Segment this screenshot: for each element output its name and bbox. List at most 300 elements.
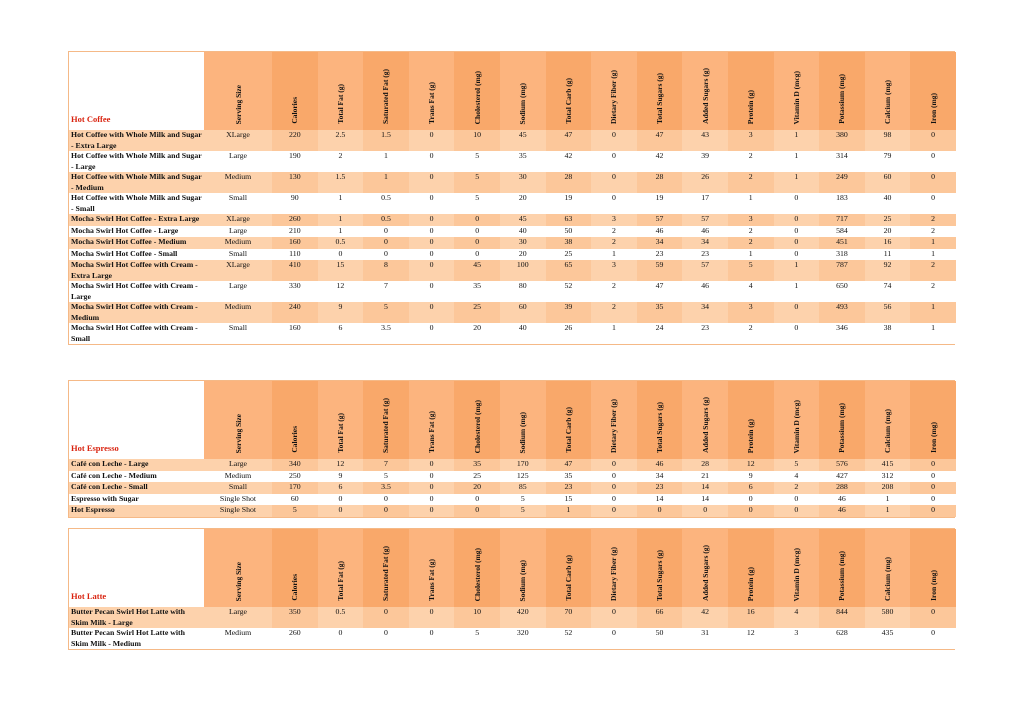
nutrient-value: 0	[910, 151, 956, 172]
nutrient-value: 12	[318, 281, 364, 302]
nutrient-value: Small	[204, 249, 272, 261]
item-name: Hot Espresso	[69, 505, 204, 517]
nutrient-value: 0	[774, 302, 820, 323]
item-name: Espresso with Sugar	[69, 494, 204, 506]
column-header	[728, 529, 774, 607]
nutrition-table	[69, 529, 956, 649]
nutrient-value: 0	[409, 302, 455, 323]
nutrient-value: 0	[454, 249, 500, 261]
nutrient-value: 50	[637, 628, 683, 649]
nutrient-value: 260	[272, 214, 318, 226]
nutrient-value: 0	[910, 172, 956, 193]
column-header	[591, 52, 637, 130]
column-header	[910, 529, 956, 607]
nutrient-value: 0	[637, 505, 683, 517]
column-header	[204, 52, 272, 130]
column-header	[204, 381, 272, 459]
column-header	[272, 529, 318, 607]
nutrient-value: 57	[682, 260, 728, 281]
item-name: Butter Pecan Swirl Hot Latte with Skim Milk - Medium	[69, 628, 204, 649]
nutrient-value: 25	[454, 302, 500, 323]
column-header-label: Added Sugars (g)	[700, 545, 710, 601]
nutrient-value: 0	[318, 505, 364, 517]
nutrient-value: 0	[774, 193, 820, 214]
nutrient-value: Single Shot	[204, 494, 272, 506]
column-header-label: Total Sugars (g)	[655, 73, 665, 124]
nutrient-value: 16	[865, 237, 911, 249]
table-row	[69, 628, 956, 649]
nutrient-value: 5	[363, 302, 409, 323]
nutrient-value: 34	[682, 237, 728, 249]
section-title: Hot Coffee	[69, 52, 204, 130]
nutrient-value: 0	[728, 494, 774, 506]
column-header-label: Saturated Fat (g)	[381, 546, 391, 601]
nutrient-value: 23	[682, 323, 728, 344]
nutrient-value: 35	[500, 151, 546, 172]
column-header-label: Total Carb (g)	[563, 555, 573, 601]
item-name: Mocha Swirl Hot Coffee - Small	[69, 249, 204, 261]
column-header	[454, 529, 500, 607]
nutrient-value: 1	[363, 172, 409, 193]
column-header	[865, 52, 911, 130]
column-header-label: Trans Fat (g)	[427, 82, 437, 124]
nutrient-value: 1	[774, 151, 820, 172]
nutrient-value: 0	[454, 237, 500, 249]
nutrient-value: 3.5	[363, 323, 409, 344]
nutrient-value: 312	[865, 471, 911, 483]
nutrient-value: 39	[546, 302, 592, 323]
nutrient-value: 23	[637, 249, 683, 261]
column-header-label: Total Carb (g)	[563, 407, 573, 453]
nutrient-value: 20	[865, 226, 911, 238]
nutrient-value: 0	[409, 281, 455, 302]
column-header-label: Protein (g)	[746, 566, 756, 601]
nutrient-value: 1	[728, 193, 774, 214]
column-header	[409, 52, 455, 130]
column-header-label: Dietary Fiber (g)	[609, 69, 619, 124]
nutrient-value: 79	[865, 151, 911, 172]
nutrient-value: 1	[865, 494, 911, 506]
table-row	[69, 302, 956, 323]
nutrient-value: 2	[910, 281, 956, 302]
nutrient-value: 34	[637, 471, 683, 483]
nutrient-value: Medium	[204, 172, 272, 193]
nutrient-value: 9	[318, 302, 364, 323]
nutrient-value: Medium	[204, 628, 272, 649]
column-header	[637, 529, 683, 607]
nutrient-value: 628	[819, 628, 865, 649]
column-header-label: Added Sugars (g)	[700, 397, 710, 453]
nutrient-value: 2	[318, 151, 364, 172]
nutrient-value: 0	[591, 193, 637, 214]
nutrient-value: 1	[318, 226, 364, 238]
column-header-label: Dietary Fiber (g)	[609, 546, 619, 601]
nutrient-value: 16	[728, 607, 774, 628]
nutrient-value: 0	[409, 482, 455, 494]
nutrient-value: 4	[774, 607, 820, 628]
nutrient-value: 0	[409, 151, 455, 172]
column-header-label: Total Fat (g)	[335, 84, 345, 124]
nutrient-value: 0	[591, 505, 637, 517]
nutrient-value: 650	[819, 281, 865, 302]
nutrient-value: 1	[318, 193, 364, 214]
nutrient-value: 787	[819, 260, 865, 281]
nutrient-value: 23	[637, 482, 683, 494]
item-name: Butter Pecan Swirl Hot Latte with Skim Milk - Large	[69, 607, 204, 628]
nutrient-value: 66	[637, 607, 683, 628]
nutrient-value: 170	[272, 482, 318, 494]
table-row	[69, 281, 956, 302]
column-header-label: Potassium (mg)	[837, 403, 847, 453]
nutrient-value: 74	[865, 281, 911, 302]
nutrient-value: 0	[682, 505, 728, 517]
nutrient-value: 0	[774, 249, 820, 261]
nutrient-value: 1	[591, 323, 637, 344]
column-header	[774, 381, 820, 459]
nutrient-value: 85	[500, 482, 546, 494]
nutrient-value: XLarge	[204, 130, 272, 151]
nutrient-value: 3	[728, 302, 774, 323]
nutrient-value: 5	[454, 172, 500, 193]
column-header	[500, 52, 546, 130]
item-name: Mocha Swirl Hot Coffee - Medium	[69, 237, 204, 249]
nutrient-value: 260	[272, 628, 318, 649]
nutrient-value: 35	[637, 302, 683, 323]
nutrient-value: 57	[682, 214, 728, 226]
nutrient-value: 2	[910, 260, 956, 281]
nutrient-value: Large	[204, 151, 272, 172]
header-row	[69, 381, 956, 459]
nutrient-value: 0	[409, 323, 455, 344]
column-header-label: Sodium (mg)	[518, 411, 528, 453]
table-row	[69, 193, 956, 214]
nutrient-value: Large	[204, 607, 272, 628]
nutrient-value: 0	[318, 628, 364, 649]
nutrient-value: 39	[682, 151, 728, 172]
nutrient-value: 0	[774, 505, 820, 517]
nutrient-value: 1.5	[318, 172, 364, 193]
item-name: Hot Coffee with Whole Milk and Sugar - Medium	[69, 172, 204, 193]
column-header-label: Saturated Fat (g)	[381, 398, 391, 453]
column-header-label: Iron (mg)	[928, 570, 938, 601]
nutrient-value: 38	[865, 323, 911, 344]
nutrient-value: Medium	[204, 237, 272, 249]
column-header-label: Cholesterol (mg)	[472, 547, 482, 601]
nutrient-value: 0	[910, 505, 956, 517]
column-header	[500, 529, 546, 607]
nutrient-value: 427	[819, 471, 865, 483]
column-header	[363, 381, 409, 459]
nutrient-value: 50	[546, 226, 592, 238]
column-header-label: Total Fat (g)	[335, 561, 345, 601]
nutrient-value: 47	[637, 130, 683, 151]
nutrient-value: 1	[363, 151, 409, 172]
nutrient-value: 56	[865, 302, 911, 323]
nutrient-value: Small	[204, 323, 272, 344]
nutrient-value: 21	[682, 471, 728, 483]
nutrient-value: 2	[910, 214, 956, 226]
nutrient-value: 14	[682, 494, 728, 506]
nutrient-value: 45	[454, 260, 500, 281]
item-name: Hot Coffee with Whole Milk and Sugar - Extra Large	[69, 130, 204, 151]
nutrient-value: 5	[500, 494, 546, 506]
nutrient-value: 11	[865, 249, 911, 261]
table-row	[69, 260, 956, 281]
column-header-label: Calories	[290, 97, 300, 124]
nutrient-value: Small	[204, 193, 272, 214]
nutrient-value: 38	[546, 237, 592, 249]
column-header	[546, 52, 592, 130]
nutrient-value: 0	[409, 607, 455, 628]
nutrient-value: 410	[272, 260, 318, 281]
nutrient-value: 2.5	[318, 130, 364, 151]
nutrient-value: 45	[500, 214, 546, 226]
nutrient-value: 12	[728, 459, 774, 471]
nutrient-value: 90	[272, 193, 318, 214]
column-header	[272, 52, 318, 130]
nutrient-value: 28	[637, 172, 683, 193]
nutrient-value: 1	[546, 505, 592, 517]
nutrient-value: 1	[728, 249, 774, 261]
column-header-label: Calcium (mg)	[883, 409, 893, 453]
nutrient-value: 0	[591, 494, 637, 506]
nutrient-value: 35	[546, 471, 592, 483]
nutrient-value: 451	[819, 237, 865, 249]
column-header	[819, 529, 865, 607]
column-header	[819, 381, 865, 459]
nutrient-value: 5	[454, 151, 500, 172]
nutrient-value: 717	[819, 214, 865, 226]
nutrient-value: 28	[682, 459, 728, 471]
nutrient-value: 340	[272, 459, 318, 471]
column-header	[204, 529, 272, 607]
nutrient-value: 580	[865, 607, 911, 628]
nutrient-value: 34	[682, 302, 728, 323]
nutrient-value: 0	[409, 628, 455, 649]
nutrient-value: 0	[318, 494, 364, 506]
nutrient-value: 0	[409, 130, 455, 151]
item-name: Café con Leche - Small	[69, 482, 204, 494]
column-header	[454, 381, 500, 459]
nutrient-value: 3.5	[363, 482, 409, 494]
column-header	[363, 52, 409, 130]
nutrient-value: 0.5	[318, 237, 364, 249]
nutrition-table	[69, 381, 956, 517]
nutrient-value: 2	[728, 226, 774, 238]
nutrient-value: 47	[546, 459, 592, 471]
nutrient-value: 318	[819, 249, 865, 261]
nutrient-value: 20	[500, 193, 546, 214]
column-header-label: Calcium (mg)	[883, 80, 893, 124]
nutrient-value: 0	[774, 214, 820, 226]
nutrient-value: 584	[819, 226, 865, 238]
nutrient-value: 0	[591, 172, 637, 193]
nutrient-value: 0	[363, 607, 409, 628]
column-header	[546, 381, 592, 459]
nutrient-value: 0	[409, 249, 455, 261]
column-header-label: Cholesterol (mg)	[472, 70, 482, 124]
column-header-label: Added Sugars (g)	[700, 68, 710, 124]
column-header	[409, 381, 455, 459]
nutrient-value: 52	[546, 628, 592, 649]
nutrient-value: 2	[591, 237, 637, 249]
nutrient-value: 1	[774, 130, 820, 151]
column-header-label: Trans Fat (g)	[427, 559, 437, 601]
table-row	[69, 172, 956, 193]
nutrient-value: 0	[910, 130, 956, 151]
nutrient-value: 0	[409, 214, 455, 226]
nutrient-value: 130	[272, 172, 318, 193]
nutrient-value: 1	[910, 323, 956, 344]
nutrient-value: 0	[409, 226, 455, 238]
column-header	[546, 529, 592, 607]
column-header-label: Calcium (mg)	[883, 557, 893, 601]
nutrient-value: 60	[500, 302, 546, 323]
nutrient-value: 46	[682, 281, 728, 302]
nutrient-value: 0	[363, 505, 409, 517]
nutrient-value: 30	[500, 237, 546, 249]
nutrient-value: 0	[363, 249, 409, 261]
nutrient-value: 576	[819, 459, 865, 471]
item-name: Mocha Swirl Hot Coffee - Large	[69, 226, 204, 238]
column-header-label: Total Carb (g)	[563, 78, 573, 124]
nutrient-value: 330	[272, 281, 318, 302]
nutrient-value: 0	[409, 260, 455, 281]
nutrient-value: Large	[204, 459, 272, 471]
column-header-label: Serving Size	[233, 413, 243, 453]
column-header	[591, 381, 637, 459]
nutrient-value: 0	[363, 628, 409, 649]
column-header	[865, 381, 911, 459]
table-row	[69, 226, 956, 238]
column-header-label: Iron (mg)	[928, 422, 938, 453]
nutrient-value: Medium	[204, 471, 272, 483]
table-row	[69, 323, 956, 344]
nutrient-value: 10	[454, 607, 500, 628]
nutrient-value: 0	[409, 505, 455, 517]
nutrient-value: 65	[546, 260, 592, 281]
nutrient-value: 46	[819, 505, 865, 517]
nutrient-value: 844	[819, 607, 865, 628]
nutrient-value: 0	[591, 130, 637, 151]
nutrient-value: 46	[637, 226, 683, 238]
nutrient-value: 183	[819, 193, 865, 214]
nutrient-value: 0	[910, 607, 956, 628]
column-header	[454, 52, 500, 130]
nutrient-value: 46	[682, 226, 728, 238]
nutrient-value: 45	[500, 130, 546, 151]
nutrient-value: 3	[774, 628, 820, 649]
column-header	[409, 529, 455, 607]
column-header-label: Iron (mg)	[928, 93, 938, 124]
nutrient-value: 435	[865, 628, 911, 649]
nutrient-value: 26	[546, 323, 592, 344]
nutrient-value: 0	[409, 459, 455, 471]
nutrient-value: 40	[500, 226, 546, 238]
nutrient-value: 0	[591, 628, 637, 649]
nutrient-value: 240	[272, 302, 318, 323]
column-header-label: Cholesterol (mg)	[472, 399, 482, 453]
column-header-label: Potassium (mg)	[837, 74, 847, 124]
nutrient-value: 52	[546, 281, 592, 302]
column-header	[682, 381, 728, 459]
column-header	[591, 529, 637, 607]
table-row	[69, 151, 956, 172]
nutrient-value: Large	[204, 226, 272, 238]
nutrient-value: 7	[363, 459, 409, 471]
nutrient-value: Large	[204, 281, 272, 302]
header-row	[69, 529, 956, 607]
nutrient-value: 1	[910, 302, 956, 323]
nutrient-value: 0	[910, 193, 956, 214]
nutrient-value: 19	[637, 193, 683, 214]
column-header-label: Total Sugars (g)	[655, 402, 665, 453]
nutrient-value: 0	[774, 494, 820, 506]
nutrient-value: 28	[546, 172, 592, 193]
nutrient-value: 0.5	[363, 214, 409, 226]
column-header	[682, 529, 728, 607]
nutrition-table	[69, 52, 956, 344]
nutrient-value: 190	[272, 151, 318, 172]
nutrient-value: 0.5	[318, 607, 364, 628]
column-header-label: Serving Size	[233, 561, 243, 601]
table-row	[69, 494, 956, 506]
column-header-label: Potassium (mg)	[837, 551, 847, 601]
hot-latte-table	[68, 528, 955, 650]
nutrient-value: 25	[865, 214, 911, 226]
nutrient-value: 14	[682, 482, 728, 494]
nutrient-value: Medium	[204, 302, 272, 323]
column-header-label: Calories	[290, 574, 300, 601]
nutrient-value: 0	[363, 226, 409, 238]
item-name: Café con Leche - Medium	[69, 471, 204, 483]
nutrient-value: 30	[500, 172, 546, 193]
nutrient-value: 2	[910, 226, 956, 238]
nutrient-value: 2	[728, 151, 774, 172]
nutrient-value: 2	[728, 172, 774, 193]
nutrient-value: 3	[728, 214, 774, 226]
nutrient-value: 0	[910, 459, 956, 471]
column-header-label: Vitamin D (mcg)	[791, 70, 801, 124]
nutrient-value: 46	[819, 494, 865, 506]
nutrient-value: 9	[728, 471, 774, 483]
nutrient-value: 346	[819, 323, 865, 344]
column-header	[318, 52, 364, 130]
nutrient-value: 1	[318, 214, 364, 226]
nutrient-value: 17	[682, 193, 728, 214]
nutrient-value: 20	[454, 482, 500, 494]
table-row	[69, 482, 956, 494]
nutrient-value: 0.5	[363, 193, 409, 214]
nutrient-value: 98	[865, 130, 911, 151]
nutrient-value: 125	[500, 471, 546, 483]
nutrient-value: 0	[409, 494, 455, 506]
nutrient-value: 314	[819, 151, 865, 172]
nutrient-value: 208	[865, 482, 911, 494]
nutrient-value: 420	[500, 607, 546, 628]
nutrient-value: 320	[500, 628, 546, 649]
nutrient-value: 5	[500, 505, 546, 517]
nutrient-value: 80	[500, 281, 546, 302]
column-header-label: Saturated Fat (g)	[381, 69, 391, 124]
item-name: Mocha Swirl Hot Coffee with Cream - Extra Large	[69, 260, 204, 281]
column-header-label: Sodium (mg)	[518, 82, 528, 124]
nutrient-value: 20	[454, 323, 500, 344]
nutrient-value: 249	[819, 172, 865, 193]
column-header	[865, 529, 911, 607]
section-title: Hot Espresso	[69, 381, 204, 459]
nutrient-value: 5	[454, 193, 500, 214]
